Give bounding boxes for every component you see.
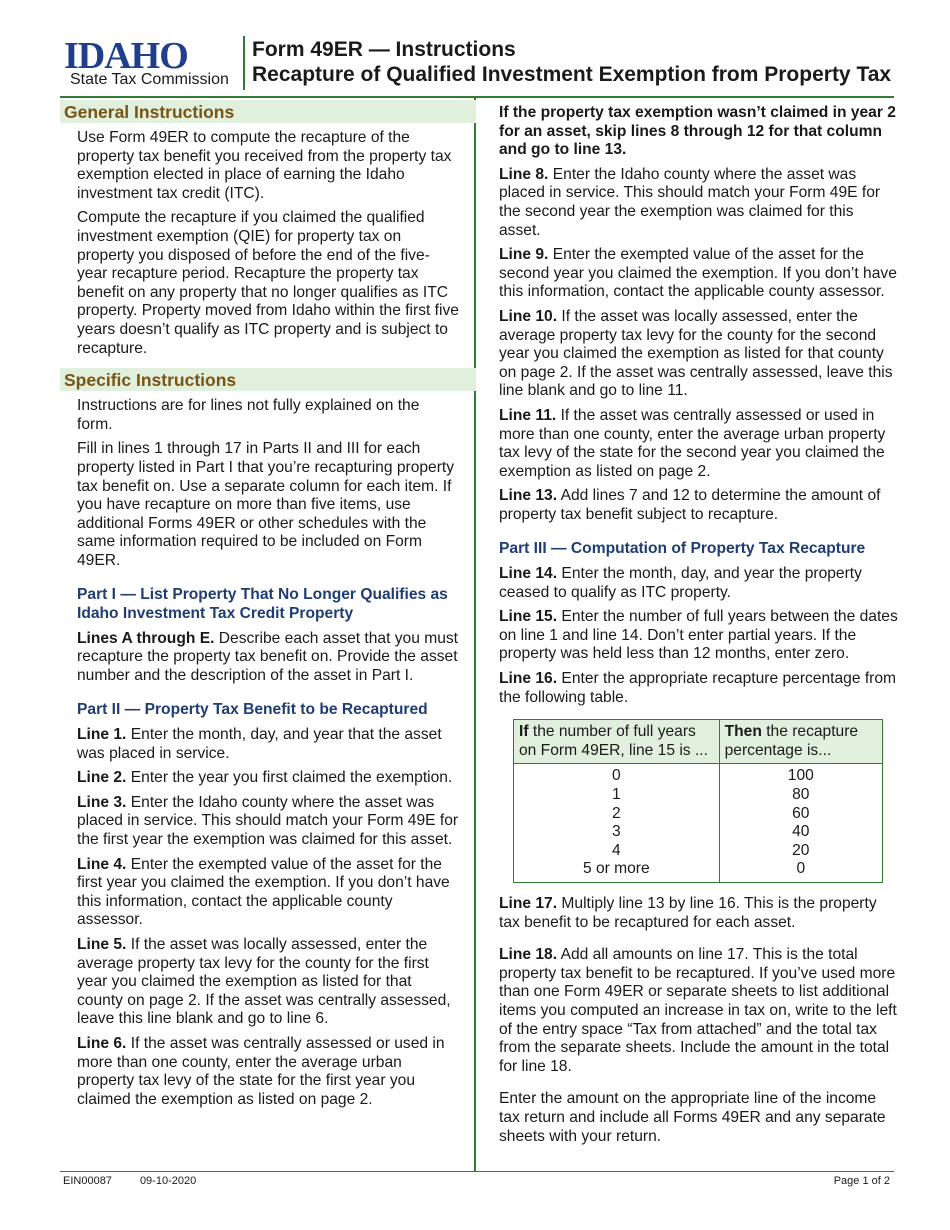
table-year-value: 4 — [611, 841, 621, 859]
specific-paragraph-2: Fill in lines 1 through 17 in Parts II and III for each property listed in Part I that you’re recapturing property tax benefit on. Use a separate column for each item. If you have recapture on more than five items, use additional Forms 49ER or other schedules with the same information required to be included on Form 49ER. — [77, 440, 455, 569]
skip-note: If the property tax exemption wasn’t claimed in year 2 for an asset, skip lines 8 through 12 for that column and go to line 13. — [499, 104, 896, 159]
line4-label: Line 4. — [77, 855, 127, 873]
line8-text: Enter the Idaho county where the asset was placed in service. This should match your Form 49E for the second year the exemption was claimed for this asset. — [499, 165, 881, 239]
header-rule — [60, 96, 894, 98]
part1-heading: Part I — List Property That No Longer Qualifies as Idaho Investment Tax Credit Property — [77, 586, 448, 623]
line15-text: Enter the number of full years between the dates on line 1 and line 14. Don’t enter partial years. If the property was held less than 12 months, enter zero. — [499, 608, 898, 663]
table-year-value: 5 or more — [582, 860, 650, 878]
line18-label: Line 18. — [499, 946, 558, 964]
lines-a-e-instruction — [77, 630, 459, 686]
table-header-years-text: the number of full years on Form 49ER, line 15 is ... — [519, 723, 708, 759]
footer-page-number: Page 1 of 2 — [833, 1175, 890, 1187]
footer-left — [63, 1175, 224, 1187]
table-body-row — [514, 764, 883, 883]
line4-text: Enter the exempted value of the asset for the first year you claimed the exemption. If you don’t have this information, contact the applicable county assessor. — [77, 855, 450, 929]
line3-label: Line 3. — [77, 793, 127, 811]
line2-label: Line 2. — [77, 769, 127, 787]
line3-instruction — [77, 794, 459, 850]
column-divider — [474, 98, 476, 1172]
table-year-value: 3 — [611, 823, 621, 841]
part3-heading: Part III — Computation of Property Tax Recapture — [499, 540, 866, 558]
table-year-value: 1 — [611, 786, 621, 803]
general-paragraph-2: Compute the recapture if you claimed the qualified investment exemption (QIE) for property tax on property you disposed of before the end of the five-year recapture period. Recapture the property tax benefit on any property that no longer qualifies as ITC property. Property moved from Idaho within the first five years doesn’t qualify as ITC property and is subject to recapture. — [77, 209, 459, 357]
table-header-then: Then — [724, 723, 762, 741]
line2-instruction — [77, 769, 459, 788]
line9-text: Enter the exempted value of the asset for the second year you claimed the exemption. If you don’t have this information, contact the applicable county assessor. — [499, 246, 897, 301]
lines-a-e-text: Describe each asset that you must recapture the property tax benefit on. Provide the asset number and the description of the asset in Part I. — [77, 629, 459, 684]
line5-instruction — [77, 936, 459, 1029]
line1-text: Enter the month, day, and year that the asset was placed in service. — [77, 726, 442, 762]
table-percent-value: 40 — [792, 823, 810, 841]
general-instructions-heading: General Instructions — [60, 100, 476, 123]
line18-text: Add all amounts on line 17. This is the total property tax benefit to be recaptured. If you’ve used more than one Form 49ER or separate sheets to list additional items you computed an increase in tax on, write to the left of the entry space “Tax from attached” and the total tax from the separate sheets. Include the amount in the total for line 18. — [499, 946, 897, 1075]
line9-instruction — [499, 246, 899, 302]
footer-date: 09-10-2020 — [139, 1175, 197, 1187]
table-header-percent-text: the recapture percentage is... — [724, 723, 859, 759]
line5-text: If the asset was locally assessed, enter the average property tax levy for the county for the first year you claimed the exemption as listed for that county on page 2. If the asset was centrally assessed, leave this line blank and go to line 6. — [77, 935, 451, 1028]
line17-text: Multiply line 13 by line 16. This is the property tax benefit to be recaptured for each asset. — [499, 894, 877, 931]
line17-instruction — [499, 895, 899, 932]
footer-rule — [60, 1171, 894, 1172]
page-header — [60, 32, 900, 96]
line10-instruction — [499, 308, 899, 401]
table-years-cell — [514, 764, 720, 883]
logo-word: IDAHO — [64, 35, 188, 77]
closing-paragraph: Enter the amount on the appropriate line of the income tax return and include all Forms 49ER and any separate sheets with your return. — [499, 1090, 886, 1145]
line11-label: Line 11. — [499, 406, 557, 424]
specific-instructions-heading: Specific Instructions — [60, 368, 476, 391]
line3-text: Enter the Idaho county where the asset was placed in service. This should match your Form 49E for the first year the exemption was claimed for this asset. — [77, 793, 459, 848]
line14-text: Enter the month, day, and year the property ceased to qualify as ITC property. — [499, 565, 862, 601]
part2-heading: Part II — Property Tax Benefit to be Recaptured — [77, 701, 428, 719]
line16-text: Enter the appropriate recapture percentage from the following table. — [499, 670, 897, 706]
specific-paragraph-1: Instructions are for lines not fully explained on the form. — [77, 397, 420, 433]
line14-instruction — [499, 565, 899, 602]
line8-instruction — [499, 166, 899, 240]
recapture-table — [513, 719, 883, 883]
line9-label: Line 9. — [499, 246, 549, 264]
line1-instruction — [77, 726, 459, 763]
line16-instruction — [499, 670, 899, 707]
table-header-if: If — [519, 723, 529, 741]
line5-label: Line 5. — [77, 935, 127, 953]
line6-label: Line 6. — [77, 1034, 127, 1052]
line6-text: If the asset was centrally assessed or used in more than one county, enter the average urban property tax levy of the state for the first year you claimed the exemption as listed on page 2. — [77, 1034, 445, 1108]
line13-text: Add lines 7 and 12 to determine the amount of property tax benefit subject to recapture. — [499, 487, 881, 523]
table-year-value: 0 — [611, 767, 621, 785]
table-percent-cell — [719, 764, 882, 883]
right-column — [499, 100, 899, 1146]
line1-label: Line 1. — [77, 726, 127, 744]
table-percent-value: 100 — [787, 767, 814, 785]
line4-instruction — [77, 856, 459, 930]
table-percent-value: 80 — [792, 786, 810, 803]
table-percent-value: 60 — [792, 804, 810, 822]
form-subtitle: Recapture of Qualified Investment Exemption from Property Tax — [252, 63, 892, 86]
line10-text: If the asset was locally assessed, enter the average property tax levy for the county for the second year you claimed the exemption as listed for that county on page 2. If the asset was centrally assessed, leave this line blank and go to line 11. — [499, 307, 893, 400]
table-year-value: 2 — [611, 804, 621, 822]
logo-subtitle: State Tax Commission — [70, 71, 229, 88]
line15-label: Line 15. — [499, 608, 558, 626]
line16-label: Line 16. — [499, 670, 558, 688]
table-header-percent — [719, 720, 882, 764]
line6-instruction — [77, 1035, 459, 1109]
general-paragraph-1: Use Form 49ER to compute the recapture of the property tax benefit you received from the property tax exemption elected in place of earning the Idaho investment tax credit (ITC). — [77, 129, 452, 202]
lines-a-e-label: Lines A through E. — [77, 629, 215, 647]
line17-label: Line 17. — [499, 894, 558, 912]
table-percent-value: 20 — [792, 841, 810, 859]
line8-label: Line 8. — [499, 165, 549, 183]
table-header-row — [514, 720, 883, 764]
line14-label: Line 14. — [499, 565, 558, 583]
line11-text: If the asset was centrally assessed or used in more than one county, enter the average urban property tax levy of the state for the second year you claimed the exemption as listed on page 2. — [499, 406, 886, 480]
line13-instruction — [499, 487, 899, 524]
line2-text: Enter the year you first claimed the exemption. — [130, 769, 453, 787]
table-percent-value: 0 — [796, 860, 806, 878]
table-header-years — [514, 720, 720, 764]
line10-label: Line 10. — [499, 307, 558, 325]
line13-label: Line 13. — [499, 487, 558, 505]
footer-form-code: EIN00087 — [63, 1175, 112, 1187]
form-title: Form 49ER — Instructions — [252, 38, 516, 61]
header-divider — [243, 36, 245, 90]
line11-instruction — [499, 407, 899, 481]
left-column — [64, 100, 459, 1109]
line18-instruction — [499, 946, 899, 1076]
idaho-logo — [60, 36, 240, 92]
line15-instruction — [499, 608, 899, 664]
